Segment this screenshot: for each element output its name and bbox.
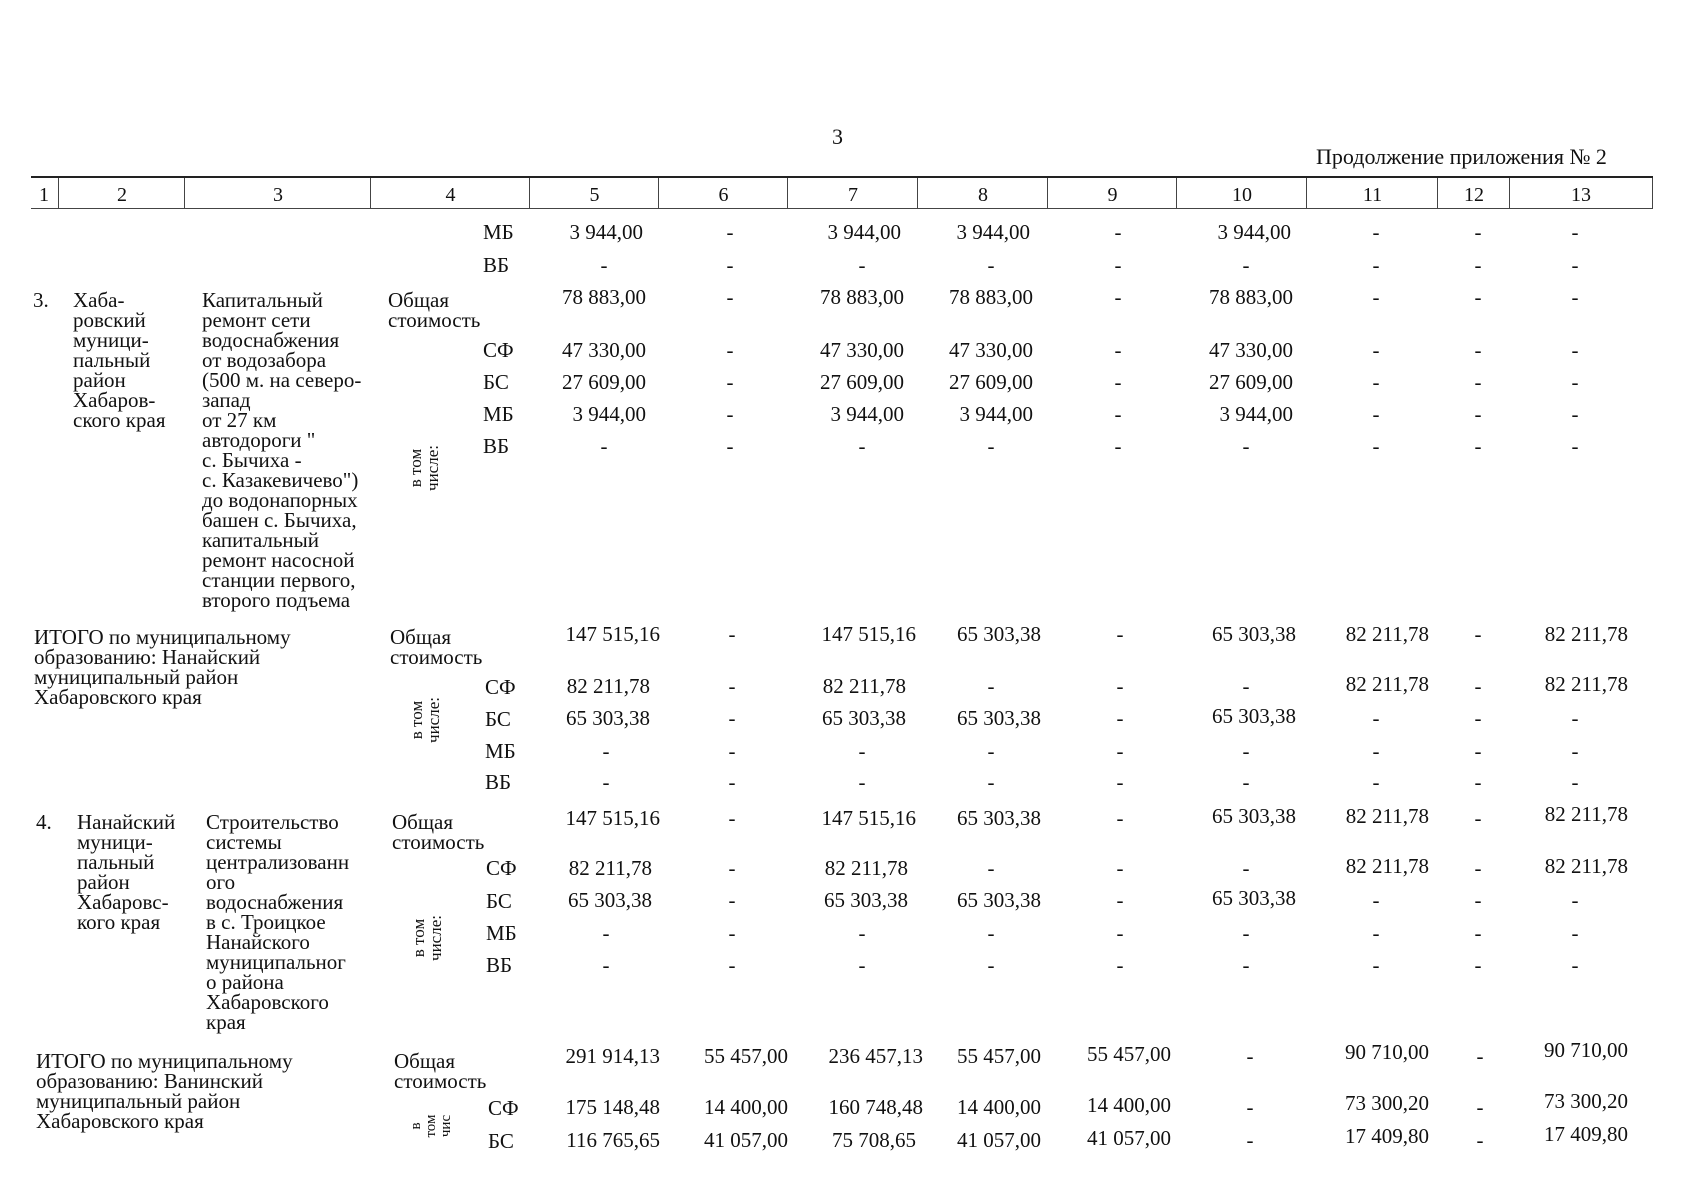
row-label-sf: СФ — [486, 856, 517, 880]
row-label-sf: СФ — [483, 338, 514, 362]
table-cell: - — [1571, 888, 1579, 912]
table-cell: 47 330,00 — [949, 338, 1033, 362]
table-cell: 65 303,38 — [957, 888, 1041, 912]
table-cell: - — [728, 856, 736, 880]
table-cell: 65 303,38 — [957, 806, 1041, 830]
table-cell: - — [1372, 402, 1380, 426]
table-cell: - — [726, 220, 734, 244]
table-cell: - — [1571, 338, 1579, 362]
table-cell: - — [1242, 434, 1250, 458]
table-cell: 78 883,00 — [820, 285, 904, 309]
table-cell: 90 710,00 — [1544, 1038, 1628, 1062]
col-header-4: 4 — [370, 178, 530, 208]
subtotal-label: ИТОГО по муниципальному образованию: Ванинский муниципальный район Хабаровского края — [36, 1049, 293, 1133]
table-cell: 82 211,78 — [568, 856, 652, 880]
table-cell: 41 057,00 — [957, 1128, 1041, 1152]
table-cell: - — [1571, 220, 1579, 244]
table-cell: - — [1116, 706, 1124, 730]
subtotal-label: ИТОГО по муниципальному образованию: Нанайский муниципальный район Хабаровского края — [34, 625, 291, 709]
including-label: в том числе: — [407, 697, 443, 743]
table-cell: 65 303,38 — [568, 888, 652, 912]
table-cell: - — [1116, 674, 1124, 698]
table-cell: 82 211,78 — [822, 674, 906, 698]
table-cell: - — [1372, 434, 1380, 458]
table-cell: - — [1372, 706, 1380, 730]
table-cell: - — [602, 921, 610, 945]
table-cell: 78 883,00 — [949, 285, 1033, 309]
table-cell: 82 211,78 — [1345, 672, 1429, 696]
total-cost-label: Общая стоимость — [390, 625, 483, 669]
table-cell: - — [728, 739, 736, 763]
table-cell: - — [1571, 706, 1579, 730]
col-header-11: 11 — [1306, 178, 1438, 208]
row-label-mb: МБ — [483, 402, 514, 426]
object-description: Капитальный ремонт сети водоснабжения от водозабора (500 м. на северо- запад от 27 км автодороги " с. Бычиха - с. Казакевичево") до водонапорных башен с. Бычиха, капитальный ремонт насосной станции первого, второго подъема — [202, 288, 362, 612]
table-cell: - — [1114, 285, 1122, 309]
table-cell: 65 303,38 — [1212, 622, 1296, 646]
table-cell: - — [1571, 739, 1579, 763]
row-label-sf: СФ — [485, 675, 516, 699]
table-cell: 175 148,48 — [565, 1095, 660, 1119]
table-cell: - — [1372, 739, 1380, 763]
municipality-name: Нанайский муници- пальный район Хабаровс- кого края — [77, 810, 176, 934]
table-cell: - — [728, 921, 736, 945]
table-cell: - — [987, 770, 995, 794]
table-cell: - — [600, 253, 608, 277]
item-number: 4. — [36, 810, 52, 834]
table-cell: 82 211,78 — [1345, 804, 1429, 828]
table-cell: - — [1474, 806, 1482, 830]
row-label-bs: БС — [488, 1129, 514, 1153]
row-label-bs: БС — [483, 370, 509, 394]
table-cell: - — [1242, 253, 1250, 277]
table-cell: - — [858, 253, 866, 277]
table-cell: - — [728, 706, 736, 730]
table-cell: 65 303,38 — [1212, 804, 1296, 828]
table-cell: - — [1116, 921, 1124, 945]
table-cell: - — [1242, 856, 1250, 880]
table-cell: - — [987, 921, 995, 945]
table-cell: - — [1246, 1044, 1254, 1068]
table-cell: - — [726, 285, 734, 309]
table-cell: 47 330,00 — [820, 338, 904, 362]
col-header-1: 1 — [39, 184, 49, 206]
table-cell: - — [987, 739, 995, 763]
table-cell: - — [726, 370, 734, 394]
table-cell: - — [1474, 770, 1482, 794]
table-cell: - — [858, 739, 866, 763]
table-cell: 65 303,38 — [822, 706, 906, 730]
object-description: Строительство системы централизованн ого водоснабжения в с. Троицкое Нанайского муниципальног о района Хабаровского края — [206, 810, 350, 1034]
table-cell: - — [726, 338, 734, 362]
table-cell: 236 457,13 — [828, 1044, 923, 1068]
col-header-5: 5 — [529, 178, 659, 208]
table-cell: 82 211,78 — [1544, 854, 1628, 878]
table-cell: - — [1242, 953, 1250, 977]
table-cell: 65 303,38 — [824, 888, 908, 912]
table-cell: 82 211,78 — [1544, 622, 1628, 646]
row-label-vb: ВБ — [486, 953, 513, 977]
table-cell: - — [1474, 338, 1482, 362]
table-cell: - — [1474, 370, 1482, 394]
table-cell: - — [858, 434, 866, 458]
table-cell: - — [1474, 856, 1482, 880]
table-cell: - — [1571, 434, 1579, 458]
table-cell: - — [1474, 622, 1482, 646]
row-label-mb: МБ — [486, 921, 517, 945]
total-cost-label: Общая стоимость — [394, 1049, 487, 1093]
table-cell: 65 303,38 — [1212, 704, 1296, 728]
row-label-vb: ВБ — [485, 770, 512, 794]
table-cell: - — [1372, 338, 1380, 362]
table-cell: 65 303,38 — [566, 706, 650, 730]
table-cell: 55 457,00 — [1087, 1042, 1171, 1066]
table-cell: 27 609,00 — [949, 370, 1033, 394]
table-cell: - — [1116, 888, 1124, 912]
row-label-vb: ВБ — [483, 253, 510, 277]
table-cell: - — [1242, 674, 1250, 698]
table-cell: 147 515,16 — [821, 806, 916, 830]
table-cell: - — [1372, 953, 1380, 977]
total-cost-label: Общая стоимость — [388, 288, 481, 332]
table-cell: - — [1476, 1095, 1484, 1119]
table-cell: - — [726, 253, 734, 277]
table-cell: 41 057,00 — [1087, 1126, 1171, 1150]
table-cell: - — [1114, 220, 1122, 244]
table-cell: - — [1114, 253, 1122, 277]
municipality-name: Хаба- ровский муници- пальный район Хабаров- ского края — [73, 288, 166, 432]
table-cell: - — [728, 674, 736, 698]
table-cell: - — [602, 770, 610, 794]
table-cell: - — [1372, 921, 1380, 945]
table-cell: 160 748,48 — [828, 1095, 923, 1119]
table-cell: 47 330,00 — [1209, 338, 1293, 362]
table-cell: - — [1474, 953, 1482, 977]
table-cell: - — [1474, 402, 1482, 426]
table-cell: 78 883,00 — [1209, 285, 1293, 309]
table-cell: 82 211,78 — [1345, 622, 1429, 646]
table-cell: - — [600, 434, 608, 458]
table-cell: 3 944,00 — [830, 402, 904, 426]
row-label-sf: СФ — [488, 1096, 519, 1120]
table-cell: 65 303,38 — [957, 706, 1041, 730]
table-cell: - — [1116, 739, 1124, 763]
table-cell: 17 409,80 — [1544, 1122, 1628, 1146]
total-cost-label: Общая стоимость — [392, 810, 485, 854]
table-cell: - — [1372, 285, 1380, 309]
table-cell: - — [1114, 434, 1122, 458]
table-cell: - — [726, 434, 734, 458]
table-cell: 147 515,16 — [565, 622, 660, 646]
table-cell: 82 211,78 — [1345, 854, 1429, 878]
table-cell: - — [987, 856, 995, 880]
table-cell: - — [1246, 1095, 1254, 1119]
table-cell: - — [728, 888, 736, 912]
table-cell: 90 710,00 — [1345, 1040, 1429, 1064]
table-cell: 147 515,16 — [565, 806, 660, 830]
table-cell: 65 303,38 — [957, 622, 1041, 646]
table-cell: - — [1571, 402, 1579, 426]
table-cell: 82 211,78 — [1544, 672, 1628, 696]
table-cell: - — [1571, 370, 1579, 394]
row-label-mb: МБ — [485, 739, 516, 763]
table-cell: - — [987, 953, 995, 977]
table-cell: - — [1372, 770, 1380, 794]
table-cell: - — [1474, 674, 1482, 698]
page-number: 3 — [832, 124, 843, 149]
table-cell: - — [1242, 770, 1250, 794]
table-cell: - — [1476, 1044, 1484, 1068]
table-cell: 3 944,00 — [1217, 220, 1291, 244]
table-cell: 82 211,78 — [1544, 802, 1628, 826]
table-cell: 3 944,00 — [1219, 402, 1293, 426]
table-cell: - — [1571, 953, 1579, 977]
table-cell: - — [1571, 253, 1579, 277]
table-cell: - — [1116, 856, 1124, 880]
table-cell: 73 300,20 — [1345, 1091, 1429, 1115]
table-cell: - — [726, 402, 734, 426]
table-cell: 27 609,00 — [820, 370, 904, 394]
table-cell: - — [1242, 739, 1250, 763]
table-cell: 14 400,00 — [1087, 1093, 1171, 1117]
table-cell: 27 609,00 — [1209, 370, 1293, 394]
table-cell: 291 914,13 — [565, 1044, 660, 1068]
table-cell: - — [1474, 888, 1482, 912]
table-cell: 55 457,00 — [957, 1044, 1041, 1068]
table-cell: - — [987, 674, 995, 698]
table-cell: 73 300,20 — [1544, 1089, 1628, 1113]
table-cell: 3 944,00 — [827, 220, 901, 244]
table-cell: 3 944,00 — [959, 402, 1033, 426]
col-header-3: 3 — [184, 178, 371, 208]
table-cell: - — [858, 921, 866, 945]
table-cell: - — [1246, 1128, 1254, 1152]
table-cell: - — [858, 953, 866, 977]
table-cell: - — [1474, 739, 1482, 763]
table-cell: 82 211,78 — [824, 856, 908, 880]
table-cell: 41 057,00 — [704, 1128, 788, 1152]
row-label-bs: БС — [486, 889, 512, 913]
table-cell: 116 765,65 — [566, 1128, 660, 1152]
including-label: в том числе: — [409, 915, 445, 961]
table-cell: - — [1114, 338, 1122, 362]
col-header-10: 10 — [1176, 178, 1307, 208]
table-cell: - — [987, 253, 995, 277]
table-cell: - — [1372, 253, 1380, 277]
table-cell: - — [1116, 806, 1124, 830]
table-cell: - — [987, 434, 995, 458]
table-cell: 3 944,00 — [569, 220, 643, 244]
table-cell: - — [602, 739, 610, 763]
table-cell: - — [1372, 370, 1380, 394]
col-header-6: 6 — [658, 178, 788, 208]
table-cell: - — [1474, 921, 1482, 945]
col-header-9: 9 — [1047, 178, 1177, 208]
col-header-12: 12 — [1437, 178, 1510, 208]
table-cell: - — [1474, 706, 1482, 730]
table-cell: 55 457,00 — [704, 1044, 788, 1068]
table-cell: 47 330,00 — [562, 338, 646, 362]
table-cell: - — [1474, 285, 1482, 309]
table-cell: - — [1571, 285, 1579, 309]
table-cell: - — [602, 953, 610, 977]
row-label-bs: БС — [485, 707, 511, 731]
including-label: в том числе: — [406, 445, 442, 491]
table-cell: 3 944,00 — [572, 402, 646, 426]
table-header — [31, 176, 1653, 209]
table-cell: - — [728, 770, 736, 794]
row-label-vb: ВБ — [483, 434, 510, 458]
item-number: 3. — [33, 288, 49, 312]
including-label: в том чис — [408, 1114, 454, 1138]
table-cell: - — [1372, 220, 1380, 244]
table-cell: 14 400,00 — [957, 1095, 1041, 1119]
table-cell: - — [1116, 953, 1124, 977]
table-cell: - — [1571, 770, 1579, 794]
table-cell: - — [1116, 622, 1124, 646]
appendix-continuation: Продолжение приложения № 2 — [1316, 144, 1607, 169]
table-cell: 3 944,00 — [956, 220, 1030, 244]
table-cell: - — [1116, 770, 1124, 794]
table-cell: 65 303,38 — [1212, 886, 1296, 910]
table-cell: 17 409,80 — [1345, 1124, 1429, 1148]
table-cell: - — [858, 770, 866, 794]
table-cell: - — [728, 953, 736, 977]
table-cell: - — [1474, 434, 1482, 458]
table-cell: - — [1476, 1128, 1484, 1152]
table-cell: - — [1474, 220, 1482, 244]
col-header-8: 8 — [917, 178, 1048, 208]
table-cell: 147 515,16 — [821, 622, 916, 646]
table-cell: - — [1372, 888, 1380, 912]
col-header-13: 13 — [1509, 178, 1653, 208]
table-cell: 82 211,78 — [566, 674, 650, 698]
table-cell: - — [1242, 921, 1250, 945]
table-cell: - — [1114, 402, 1122, 426]
table-cell: - — [1114, 370, 1122, 394]
table-cell: - — [1571, 921, 1579, 945]
table-cell: - — [728, 622, 736, 646]
table-cell: 78 883,00 — [562, 285, 646, 309]
row-label-mb: МБ — [483, 220, 514, 244]
col-header-7: 7 — [787, 178, 918, 208]
table-cell: - — [1474, 253, 1482, 277]
table-cell: 14 400,00 — [704, 1095, 788, 1119]
table-cell: 27 609,00 — [562, 370, 646, 394]
col-header-2: 2 — [58, 178, 185, 208]
table-cell: 75 708,65 — [832, 1128, 916, 1152]
table-cell: - — [728, 806, 736, 830]
